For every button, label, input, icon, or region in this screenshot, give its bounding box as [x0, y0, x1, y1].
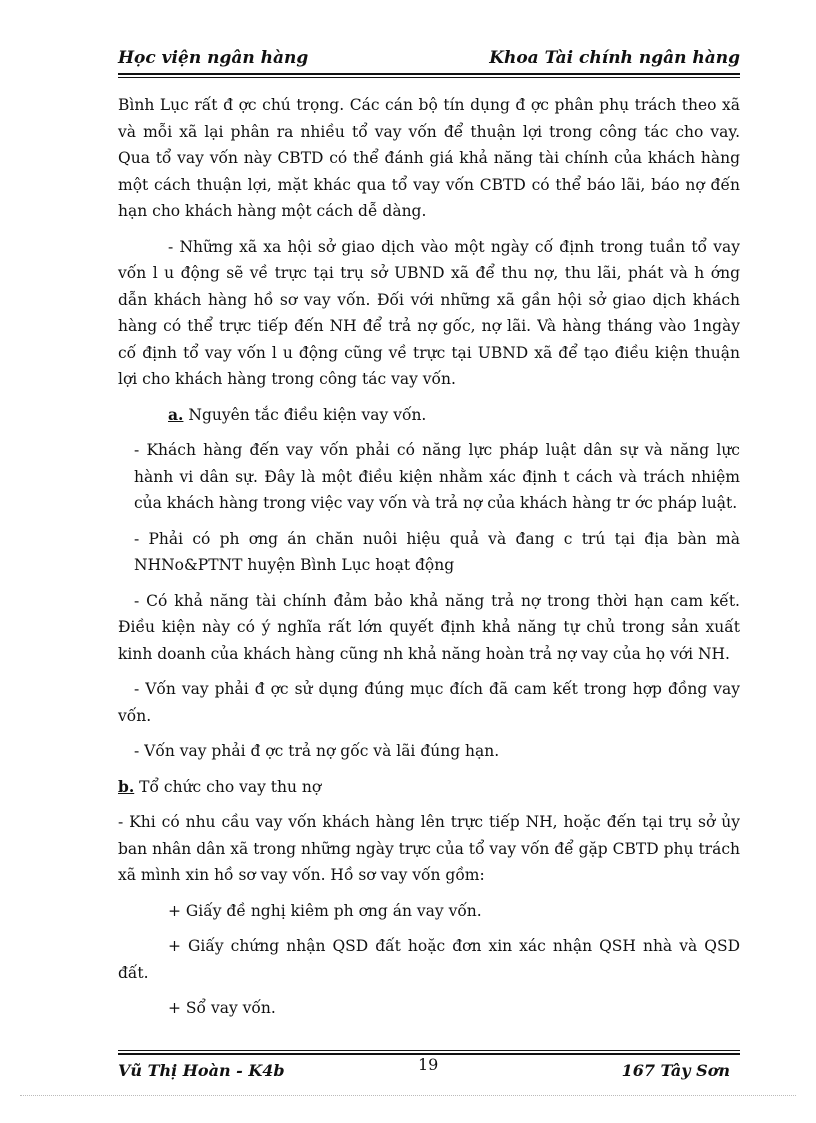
page-number: 19	[418, 1055, 439, 1074]
footer-address: 167 Tây Sơn	[621, 1061, 730, 1080]
header-rule-thin	[118, 77, 740, 78]
paragraph: - Khi có nhu cầu vay vốn khách hàng lên trực tiếp NH, hoặc đến tại trụ sở ủy ban nhân dân xã trong những ngày trực của tổ vay vốn để gặp CBTD phụ trách xã mình xin hồ sơ vay vốn. Hồ sơ vay vốn gồm:	[118, 813, 740, 884]
heading-label: a.	[168, 404, 184, 424]
section-heading-b	[118, 774, 740, 801]
list-item: + Giấy đề nghị kiêm ph ơng án vay vốn.	[168, 901, 482, 920]
paragraph: Bình Lục rất đ ợc chú trọng. Các cán bộ tín dụng đ ợc phân phụ trách theo xã và mỗi xã lại phân ra nhiều tổ vay vốn để thuận lợi trong công tác cho vay. Qua tổ vay vốn này CBTD có thể đánh giá khả năng tài chính của khách hàng một cách thuận lợi, mặt khác qua tổ vay vốn CBTD có thể báo lãi, báo nợ đến hạn cho khách hàng một cách dễ dàng.	[118, 96, 740, 220]
heading-text: Tổ chức cho vay thu nợ	[134, 777, 322, 796]
list-item: + Giấy chứng nhận QSD đất hoặc đơn xin xác nhận QSH nhà và QSD đất.	[118, 937, 740, 982]
page-header	[118, 48, 740, 74]
paragraph: - Vốn vay phải đ ợc sử dụng đúng mục đích đã cam kết trong hợp đồng vay vốn.	[118, 680, 740, 725]
paragraph: - Những xã xa hội sở giao dịch vào một ngày cố định trong tuần tổ vay vốn l u động sẽ về trực tại trụ sở UBND xã để thu nợ, thu lãi, phát và h ớng dẫn khách hàng hồ sơ vay vốn. Đối với những xã gần hội sở giao dịch khách hàng có thể trực tiếp đến NH để trả nợ gốc, nợ lãi. Và hàng tháng vào 1ngày cố định tổ vay vốn l u động cũng về trực tại UBND xã để tạo điều kiện thuận lợi cho khách hàng trong công tác vay vốn.	[118, 237, 740, 388]
paragraph: - Khách hàng đến vay vốn phải có năng lực pháp luật dân sự và năng lực hành vi dân sự. Đây là một điều kiện nhằm xác định t cách và trách nhiệm của khách hàng trong việc vay vốn và trả nợ của khách hàng tr ớc pháp luật.	[134, 441, 740, 512]
header-rule	[118, 73, 740, 75]
page-footer	[118, 1055, 740, 1081]
footer-author: Vũ Thị Hoàn - K4b	[118, 1061, 285, 1080]
footer-rule-thin	[118, 1050, 740, 1051]
paragraph: - Vốn vay phải đ ợc trả nợ gốc và lãi đúng hạn.	[134, 742, 500, 760]
section-heading-a	[118, 402, 740, 429]
list-item: + Sổ vay vốn.	[168, 999, 276, 1017]
header-faculty: Khoa Tài chính ngân hàng	[489, 48, 740, 68]
paragraph: - Có khả năng tài chính đảm bảo khả năng trả nợ trong thời hạn cam kết. Điều kiện này có ý nghĩa rất lớn quyết định khả năng tự chủ trong sản xuất kinh doanh của khách hàng cũng nh khả năng hoàn trả nợ vay của họ với NH.	[118, 591, 740, 663]
page-edge-divider	[20, 1095, 796, 1096]
paragraph: - Phải có ph ơng án chăn nuôi hiệu quả và đang c trú tại địa bàn mà NHNo&PTNT huyện Bình Lục hoạt động	[134, 529, 740, 574]
header-institution: Học viện ngân hàng	[118, 48, 309, 68]
heading-label: b.	[118, 776, 135, 796]
heading-text: Nguyên tắc điều kiện vay vốn.	[183, 405, 427, 424]
body-text	[118, 92, 740, 1031]
